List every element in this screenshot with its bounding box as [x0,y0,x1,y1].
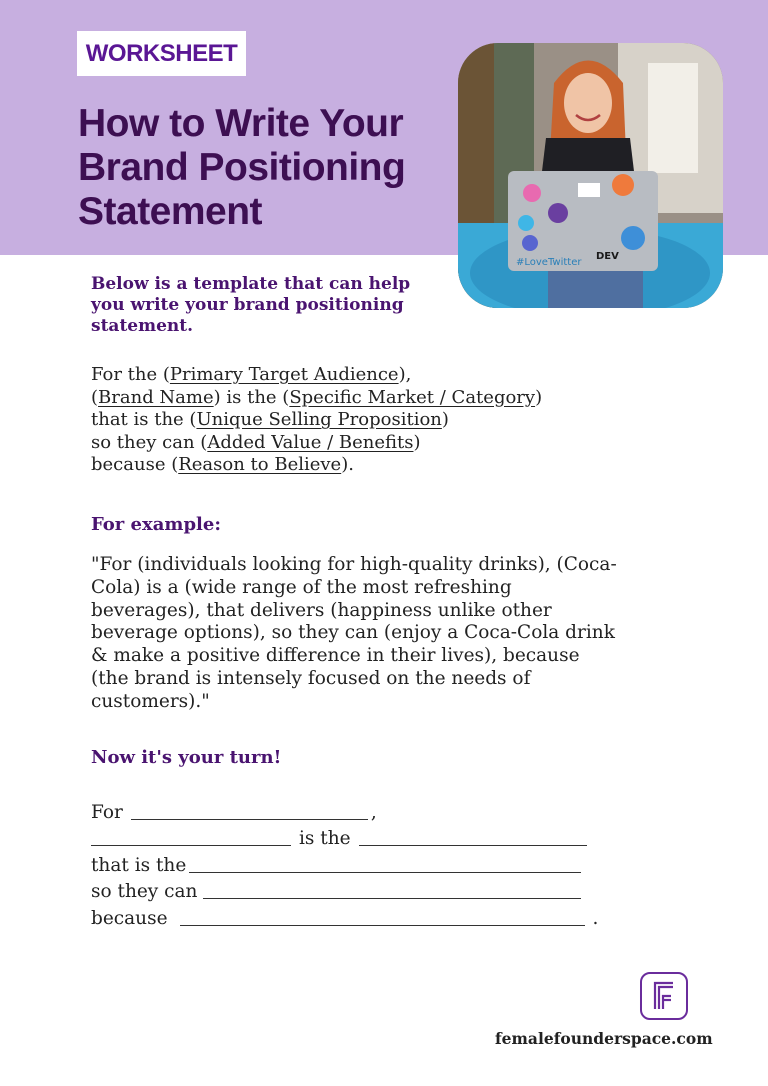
reason-blank[interactable] [180,907,585,926]
usp-blank[interactable] [189,854,581,873]
your-turn-heading: Now it's your turn! [91,747,282,768]
usp-placeholder: Unique Selling Proposition [196,409,442,431]
worksheet-tag: WORKSHEET [77,31,246,76]
fill-row-benefits: so they can [91,876,611,903]
fill-row-usp: that is the [91,849,611,876]
template-line-1: For the (Primary Target Audience), [91,364,412,385]
brand-name-placeholder: Brand Name [98,386,214,408]
audience-blank[interactable] [131,801,368,820]
market-blank[interactable] [359,827,587,846]
fill-row-audience: For , [91,801,377,823]
brand-name-blank[interactable] [91,827,291,846]
template-statement [91,364,611,477]
intro-text: Below is a template that can help you write your brand positioning statement. [91,274,411,336]
fill-row-brand: is the [91,823,611,850]
woman-with-laptop-photo [458,43,723,308]
fill-in-form [91,796,611,929]
benefits-blank[interactable] [203,880,581,899]
primary-target-placeholder: Primary Target Audience [169,364,399,385]
template-line-4: so they can (Added Value / Benefits) [91,431,421,453]
dev-sticker: DEV [596,251,619,262]
reason-placeholder: Reason to Believe [178,454,342,476]
example-text: "For (individuals looking for high-quality drinks), (Coca-Cola) is a (wide range of the most refreshing beverages), that delivers (happiness unlike other beverage options), so they can (enjoy a Coca-Cola drink & make a positive difference in their lives), because (the brand is intensely focused on the needs of customers)." [91,554,617,712]
benefits-placeholder: Added Value / Benefits [207,431,414,453]
hashtag-sticker: #LoveTwitter [516,257,582,268]
template-line-2: (Brand Name) is the (Specific Market / Category) [91,386,543,408]
female-founder-space-logo-icon [639,971,689,1021]
page-title: How to Write Your Brand Positioning Statement [78,102,406,233]
market-placeholder: Specific Market / Category [289,386,536,408]
example-heading: For example: [91,514,221,535]
template-line-5: because (Reason to Believe). [91,454,354,476]
website-link[interactable]: femalefounderspace.com [495,1029,713,1048]
template-line-3: that is the (Unique Selling Proposition) [91,409,449,431]
fill-row-reason: because . [91,907,599,929]
